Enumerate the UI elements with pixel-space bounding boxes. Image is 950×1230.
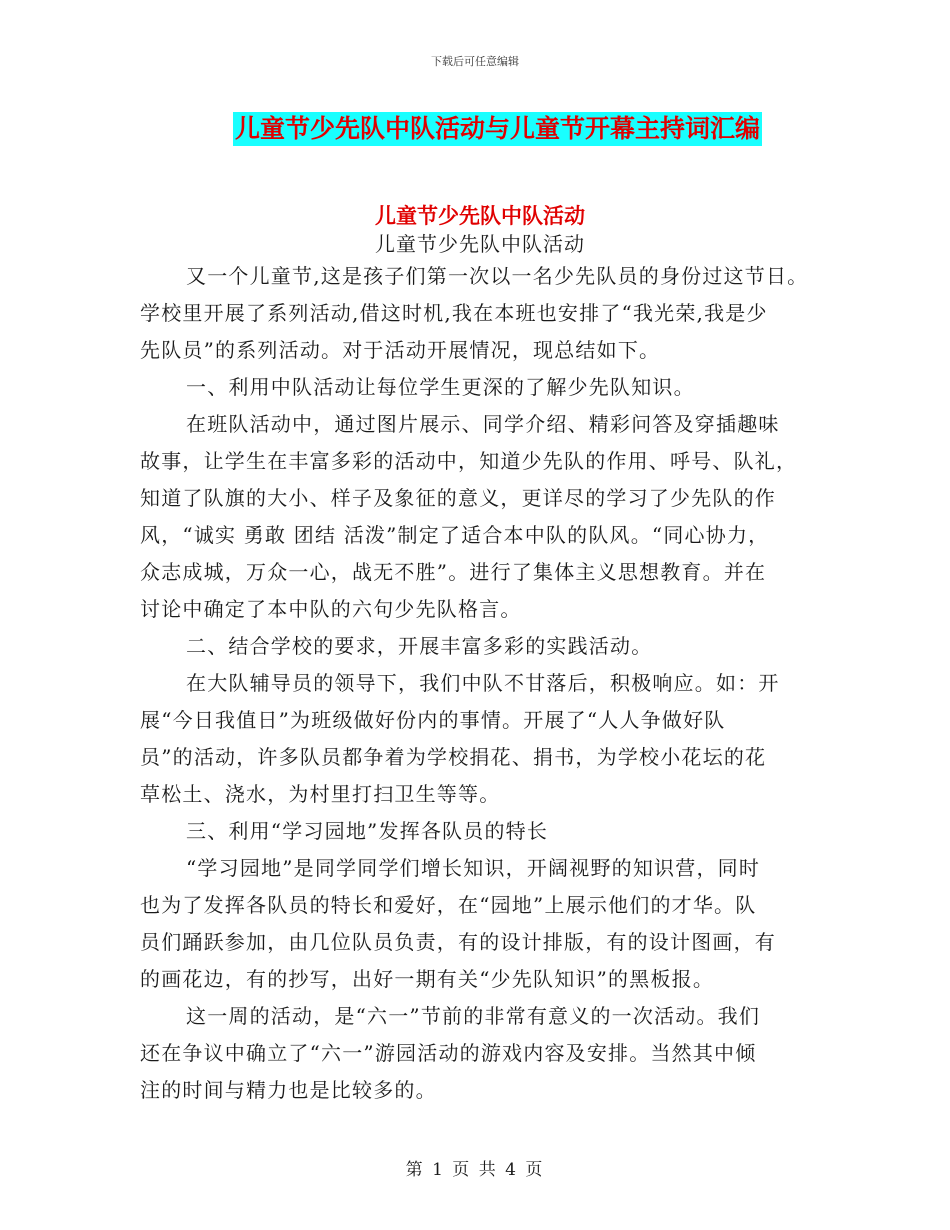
body-line: 学校里开展了系列活动,借这时机,我在本班也安排了“我光荣,我是少 [140,301,768,325]
body-line: 员”的活动，许多队员都争着为学校捐花、捐书，为学校小花坛的花 [140,745,767,769]
body-line: 在班队活动中，通过图片展示、同学介绍、精彩问答及穿插趣味 [186,412,780,436]
page-footer: 第 1 页 共 4 页 [405,1160,545,1180]
body-line: 注的时间与精力也是比较多的。 [140,1078,437,1102]
body-line: 众志成城，万众一心，战无不胜”。进行了集体主义思想教育。并在 [140,560,767,584]
body-line: 三、利用“学习园地”发挥各队员的特长 [186,819,549,843]
body-line: “学习园地”是同学同学们增长知识，开阔视野的知识营，同时 [186,856,761,880]
page-header-note: 下载后可任意编辑 [431,55,519,68]
body-line: 员们踊跃参加，由几位队员负责，有的设计排版，有的设计图画，有 [140,930,776,954]
body-line: 又一个儿童节,这是孩子们第一次以一名少先队员的身份过这节日。 [186,264,809,288]
body-line: 也为了发挥各队员的特长和爱好，在“园地”上展示他们的才华。队 [140,893,757,917]
body-line: 一、利用中队活动让每位学生更深的了解少先队知识。 [186,375,695,399]
section-heading: 儿童节少先队中队活动 [375,204,585,228]
body-line: 还在争议中确立了“六一”游园活动的游戏内容及安排。当然其中倾 [140,1041,757,1065]
body-line: 先队员”的系列活动。对于活动开展情况，现总结如下。 [140,338,661,362]
body-line: 草松土、浇水，为村里打扫卫生等等。 [140,782,501,806]
body-line: 在大队辅导员的领导下，我们中队不甘落后，积极响应。如：开 [186,671,780,695]
body-line: 的画花边，有的抄写，出好一期有关“少先队知识”的黑板报。 [140,967,715,991]
body-line: 故事，让学生在丰富多彩的活动中，知道少先队的作用、呼号、队礼， [140,449,798,473]
document-body [140,258,840,1109]
section-subheading: 儿童节少先队中队活动 [375,232,585,256]
body-line: 讨论中确定了本中队的六句少先队格言。 [140,597,522,621]
body-line: 这一周的活动，是“六一”节前的非常有意义的一次活动。我们 [186,1004,761,1028]
body-line: 展“今日我值日”为班级做好份内的事情。开展了“人人争做好队 [140,708,726,732]
document-title: 儿童节少先队中队活动与儿童节开幕主持词汇编 [233,112,762,146]
body-line: 知道了队旗的大小、样子及象征的意义，更详尽的学习了少先队的作 [140,486,776,510]
main-title-container [0,112,950,146]
body-line: 风，“诚实 勇敢 团结 活泼”制定了适合本中队的队风。“同心协力， [140,523,770,547]
body-line: 二、结合学校的要求，开展丰富多彩的实践活动。 [186,634,653,658]
